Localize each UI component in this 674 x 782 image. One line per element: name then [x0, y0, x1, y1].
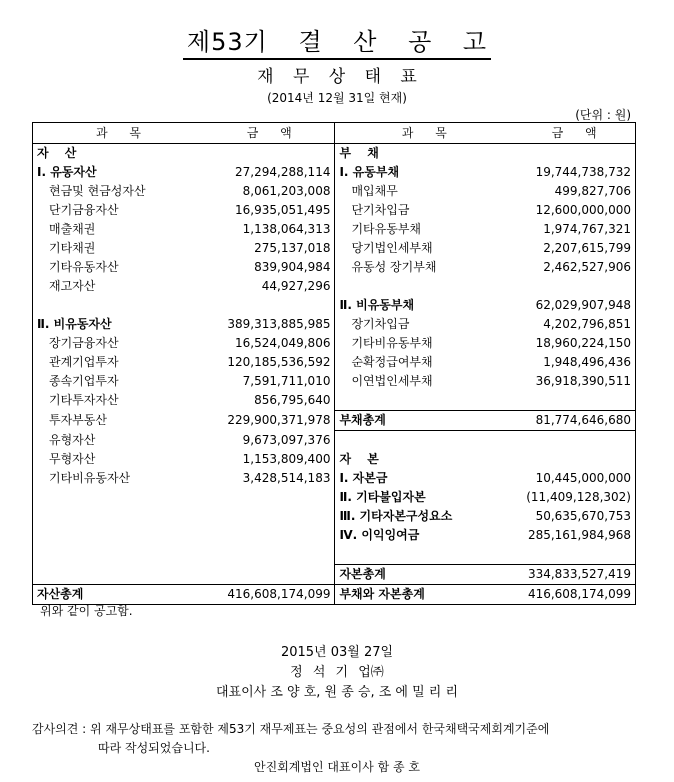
left-amount-header: 금 액	[204, 123, 335, 144]
asset-item-amount: 16,935,051,495	[204, 201, 335, 220]
ceo-names: 대표이사 조 양 호, 원 종 승, 조 에 밀 리 리	[215, 685, 459, 700]
equity-item-amount: 10,445,000,000	[535, 471, 631, 485]
asset-item-amount: 9,673,097,376	[204, 431, 335, 451]
right-item-header: 과 목	[335, 123, 513, 144]
asset-item-amount: 120,185,536,592	[204, 353, 335, 372]
current-assets-total: 27,294,288,114	[204, 163, 335, 182]
company-name: 정 석 기 업㈜	[290, 665, 384, 680]
asset-item-name: 기타투자자산	[49, 393, 119, 408]
total-liabilities-label: 부채총계	[335, 411, 513, 431]
equity-item-amount: 285,161,984,968	[527, 528, 631, 542]
asset-item-amount: 44,927,296	[204, 277, 335, 296]
auditor-name: 안진회계법인 대표이사 함 종 호	[254, 760, 420, 774]
audit-opinion-line: 감사의견 : 위 재무상태표를 포함한 제53기 재무제표는 중요성의 관점에서 한국채택국제회계기준에	[32, 722, 550, 736]
asset-item-name: 매출채권	[49, 222, 96, 236]
notice-statement: 위와 같이 공고함.	[40, 604, 133, 618]
liability-item-name: 순확정급여부채	[351, 355, 433, 369]
noncurrent-liabilities-total: 62,029,907,948	[535, 298, 631, 312]
liability-item-name: 기타유동부채	[351, 222, 422, 236]
table-row	[33, 201, 636, 220]
noncurrent-assets-total: 389,313,885,985	[204, 315, 335, 334]
liability-item-amount: 1,948,496,436	[543, 355, 631, 369]
table-row	[33, 469, 636, 488]
table-row	[33, 220, 636, 239]
equity-item-name: Ⅰ. 자본금	[339, 471, 388, 485]
current-liabilities-label: Ⅰ. 유동부채	[339, 165, 400, 179]
asset-item-name: 종속기업투자	[49, 374, 119, 388]
liability-item-amount: 2,207,615,799	[543, 241, 631, 255]
table-row	[33, 545, 636, 565]
asset-item-name: 현금및 현금성자산	[49, 184, 146, 198]
table-row	[33, 431, 636, 451]
table-row	[33, 565, 636, 585]
noncurrent-liabilities-label: Ⅱ. 비유동부채	[339, 298, 415, 312]
asset-item-name: 기타유동자산	[49, 260, 119, 274]
table-row	[33, 488, 636, 507]
table-row	[33, 163, 636, 182]
table-row	[33, 372, 636, 391]
total-assets-label: 자산총계	[33, 585, 204, 605]
asset-item-amount: 3,428,514,183	[204, 469, 335, 488]
table-row	[33, 277, 636, 296]
liability-item-amount: 499,827,706	[554, 184, 631, 198]
audit-opinion	[32, 720, 549, 758]
table-row	[33, 391, 636, 411]
notice-title: 제53기 결 산 공 고	[0, 22, 674, 57]
liability-item-name: 유동성 장기부채	[351, 260, 437, 274]
left-item-header: 과 목	[33, 123, 204, 144]
liability-item-name: 매입채무	[351, 184, 398, 198]
equity-heading: 자 본	[339, 452, 385, 466]
table-row	[33, 353, 636, 372]
liability-item-amount: 2,462,527,906	[543, 260, 631, 274]
table-row	[33, 450, 636, 469]
current-liabilities-total: 19,744,738,732	[535, 165, 631, 179]
asset-item-amount: 856,795,640	[204, 391, 335, 411]
balance-sheet-table	[32, 122, 636, 605]
equity-item-amount: 50,635,670,753	[535, 509, 631, 523]
notice-date: 2015년 03월 27일	[280, 645, 394, 660]
asset-item-amount: 8,061,203,008	[204, 182, 335, 201]
table-row	[33, 239, 636, 258]
liability-item-amount: 1,974,767,321	[543, 222, 631, 236]
asset-item-name: 단기금융자산	[49, 203, 119, 217]
asset-item-amount: 839,904,984	[204, 258, 335, 277]
statement-title: 재 무 상 태 표	[257, 67, 417, 87]
assets-heading: 자 산	[37, 146, 83, 160]
asset-item-name: 재고자산	[49, 279, 96, 293]
total-equity-amount: 334,833,527,419	[513, 565, 635, 585]
current-assets-label: Ⅰ. 유동자산	[37, 165, 97, 179]
table-row	[33, 526, 636, 545]
asset-item-name: 투자부동산	[49, 413, 107, 427]
asset-item-amount: 16,524,049,806	[204, 334, 335, 353]
total-liabilities-equity-amount: 416,608,174,099	[513, 585, 635, 605]
liabilities-heading: 부 채	[339, 146, 385, 160]
noncurrent-assets-label: Ⅱ. 비유동자산	[37, 317, 112, 331]
audit-opinion-line: 따라 작성되었습니다.	[98, 741, 210, 755]
asset-item-name: 유형자산	[49, 432, 96, 447]
table-row	[33, 315, 636, 334]
liability-item-name: 당기법인세부채	[351, 241, 433, 255]
total-liabilities-equity-label: 부채와 자본총계	[335, 585, 513, 605]
table-row	[33, 296, 636, 315]
equity-item-name: Ⅲ. 기타자본구성요소	[339, 509, 453, 523]
table-row	[33, 507, 636, 526]
liability-item-name: 이연법인세부채	[351, 374, 433, 388]
liability-item-amount: 36,918,390,511	[535, 374, 631, 388]
asset-item-name: 관계기업투자	[49, 355, 119, 369]
liability-item-name: 장기차입금	[351, 317, 410, 331]
asset-item-name: 장기금융자산	[49, 336, 119, 350]
liability-item-amount: 12,600,000,000	[535, 203, 631, 217]
table-row	[33, 411, 636, 431]
right-amount-header: 금 액	[513, 123, 635, 144]
liability-item-amount: 18,960,224,150	[535, 336, 631, 350]
as-of-date: (2014년 12월 31일 현재)	[267, 91, 407, 105]
asset-item-amount: 275,137,018	[204, 239, 335, 258]
asset-item-amount: 1,138,064,313	[204, 220, 335, 239]
asset-item-name: 기타채권	[49, 241, 96, 255]
asset-item-amount: 229,900,371,978	[204, 411, 335, 431]
table-header-row	[33, 123, 636, 144]
table-row	[33, 258, 636, 277]
table-row	[33, 144, 636, 164]
equity-item-amount: (11,409,128,302)	[526, 490, 631, 504]
liability-item-amount: 4,202,796,851	[543, 317, 631, 331]
total-liabilities-amount: 81,774,646,680	[513, 411, 635, 431]
equity-item-name: Ⅳ. 이익잉여금	[339, 528, 420, 542]
table-row	[33, 182, 636, 201]
asset-item-amount: 1,153,809,400	[204, 450, 335, 469]
total-assets-amount: 416,608,174,099	[204, 585, 335, 605]
liability-item-name: 단기차입금	[351, 203, 410, 217]
total-equity-label: 자본총계	[335, 565, 513, 585]
equity-item-name: Ⅱ. 기타불입자본	[339, 490, 426, 504]
liability-item-name: 기타비유동부채	[351, 336, 433, 350]
asset-item-name: 무형자산	[49, 452, 96, 466]
asset-item-amount: 7,591,711,010	[204, 372, 335, 391]
asset-item-name: 기타비유동자산	[49, 471, 131, 485]
table-row	[33, 334, 636, 353]
unit-label: (단위 : 원)	[575, 108, 631, 122]
